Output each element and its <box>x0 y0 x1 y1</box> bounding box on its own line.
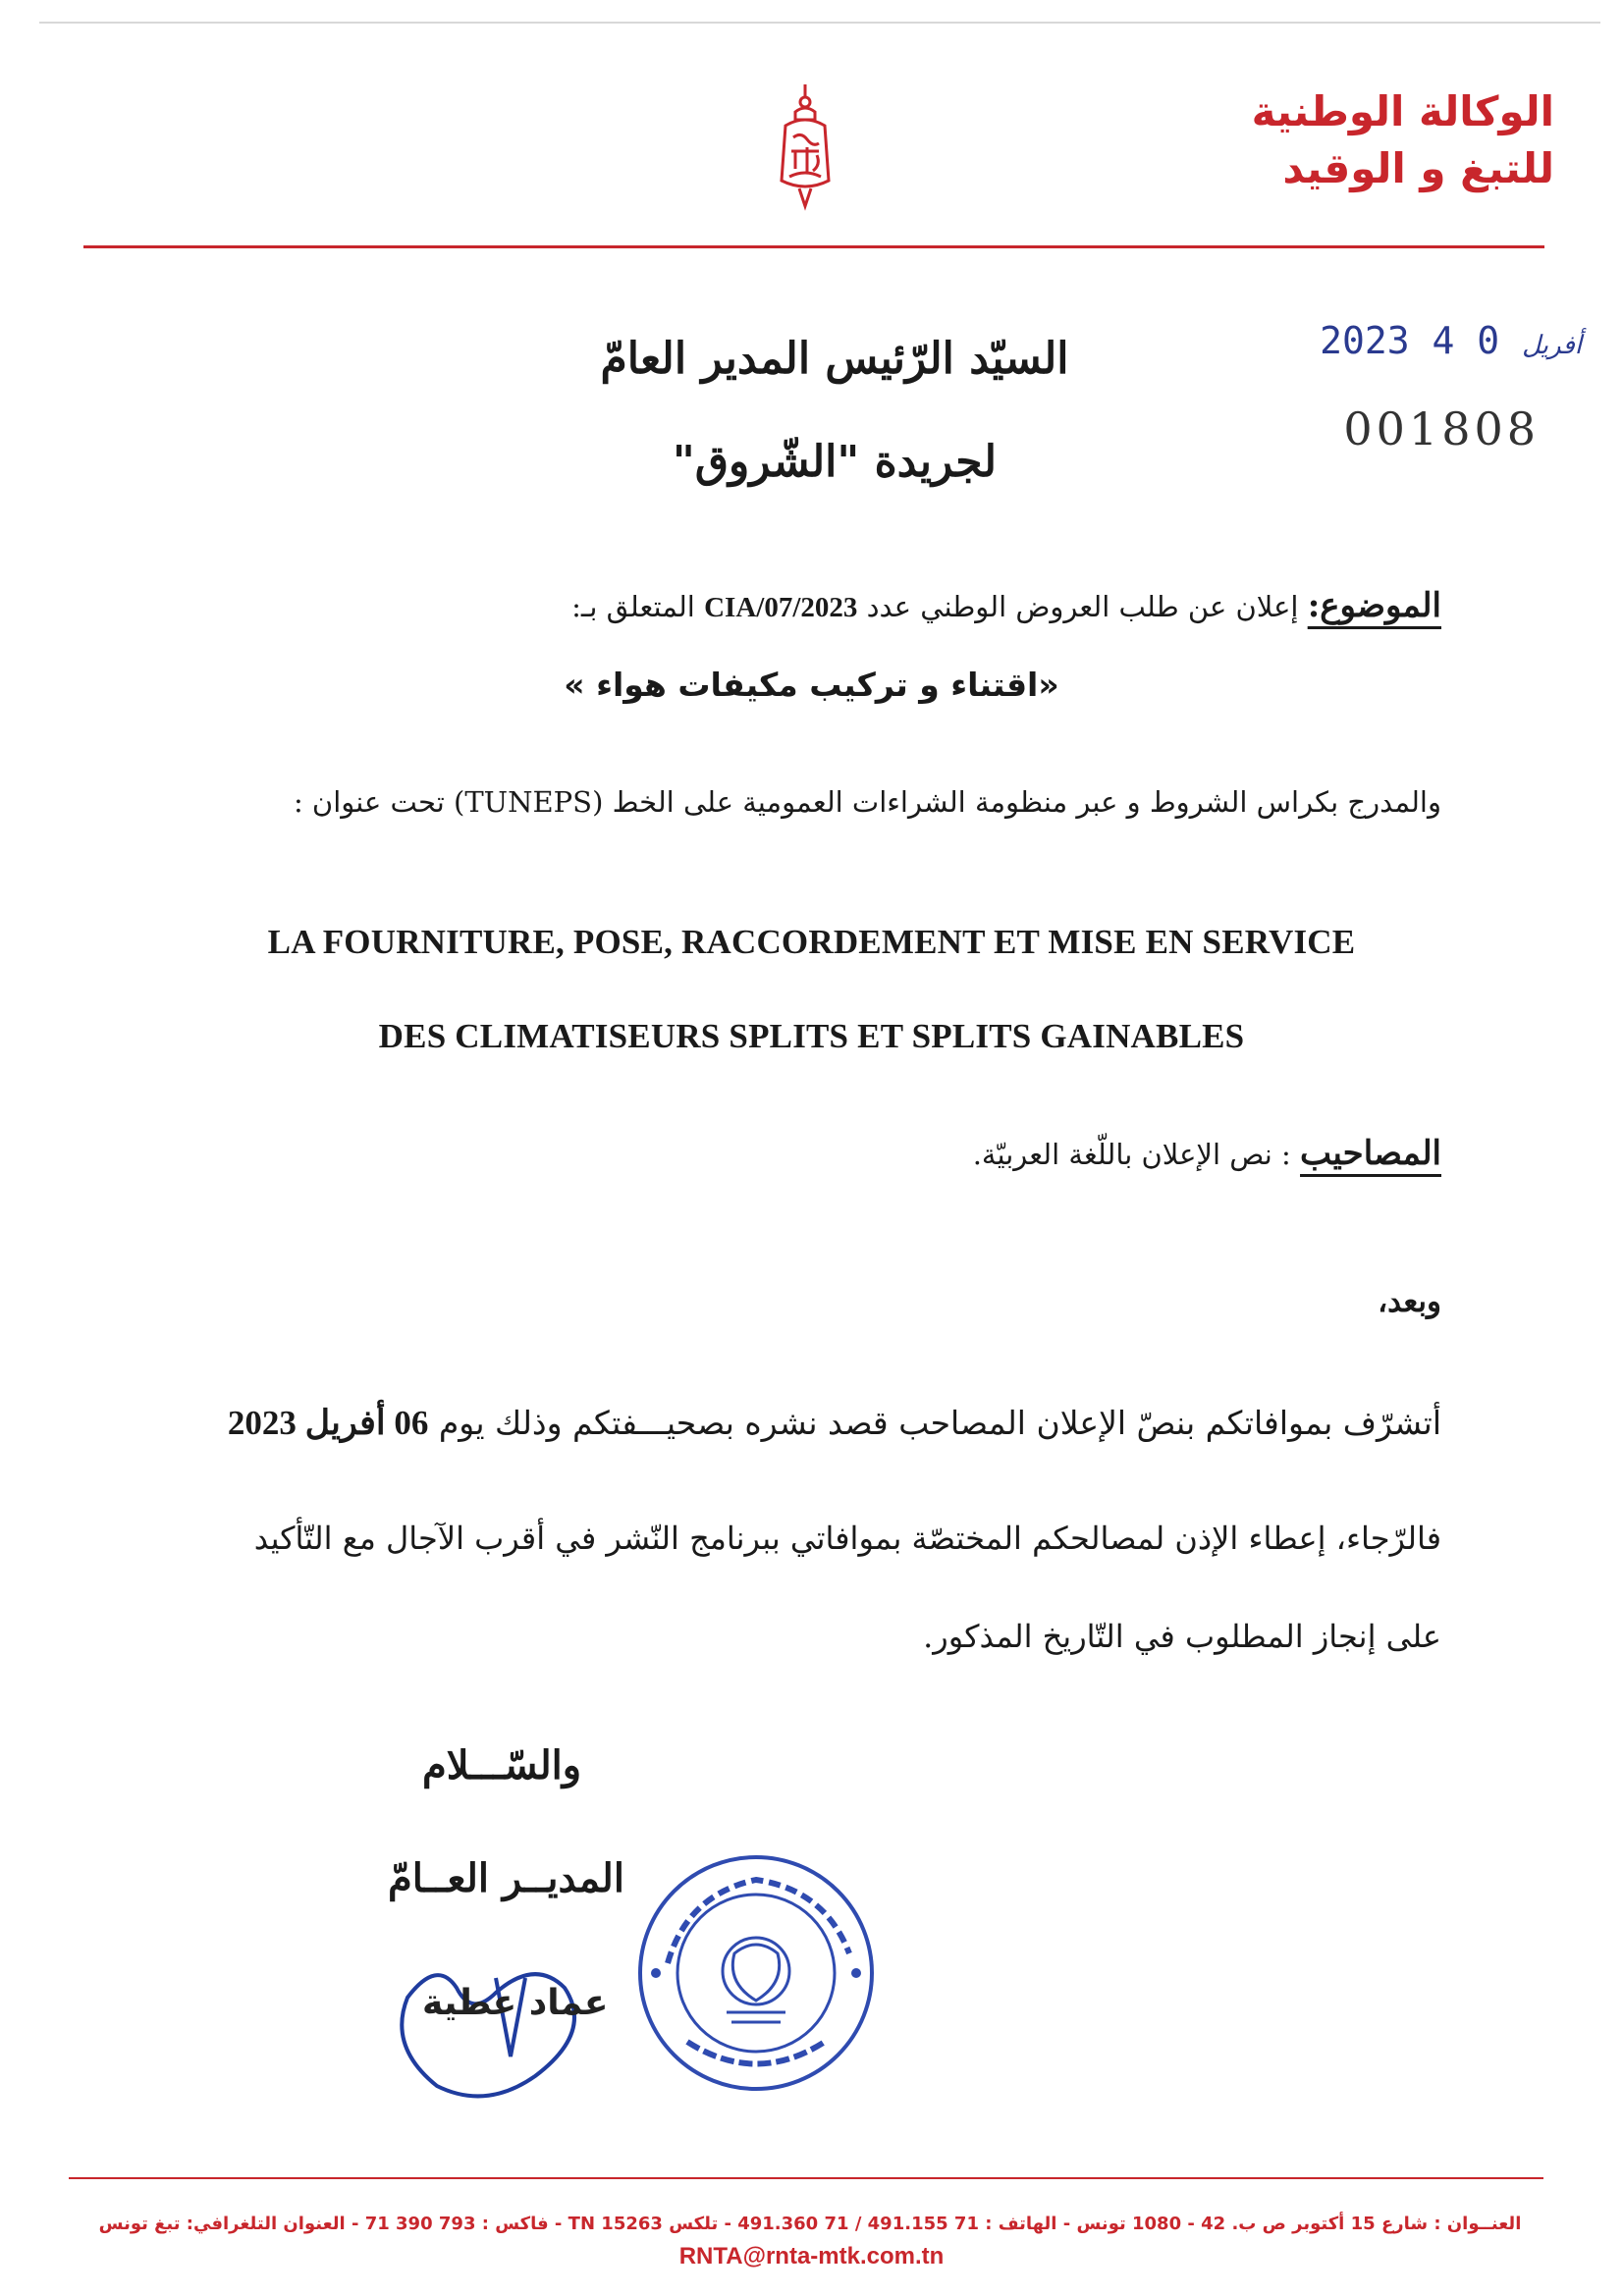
footer-email: RNTA@rnta-mtk.com.tn <box>678 2243 945 2269</box>
date-month: أفريل <box>1522 331 1582 360</box>
subject-title: «اقتناء و تركيب مكيفات هواء » <box>564 666 1059 704</box>
subject-label: الموضوع: <box>1307 586 1441 625</box>
director-general-title: المديــر العــامّ <box>388 1855 624 1901</box>
tuneps-line: والمدرج بكراس الشروط و عبر منظومة الشراءات العمومية على الخط (TUNEPS) تحت عنوان : <box>293 785 1441 819</box>
body-paragraph-2: فالرّجاء، إعطاء الإذن لمصالحكم المختصّة بموافاتي ببرنامج النّشر في أقرب الآجال مع التّأكيد <box>253 1520 1441 1557</box>
agency-name <box>1181 83 1554 197</box>
para1-date: 06 أفريل 2023 <box>227 1404 429 1442</box>
header-rule <box>83 245 1544 248</box>
para1-text: أتشرّف بموافاتكم بنصّ الإعلان المصاحب قصد نشره بصحيـــفتكم وذلك يوم <box>428 1404 1441 1442</box>
greeting: وبعد، <box>1378 1284 1441 1319</box>
top-scan-rule <box>39 22 1600 24</box>
footer-address: العنــوان : شارع 15 أكتوبر ص ب. 42 - 1080 تونس - الهاتف : 71 491.155 / 71 491.360 - تلكس 15263 TN - فاكس : 793 390 71 - العنوان التلغرافي: تبغ تونس <box>98 2214 1522 2234</box>
body-paragraph-1 <box>228 1404 1441 1443</box>
agency-name-line1: الوكالة الوطنية <box>1251 87 1554 135</box>
french-title-line1: LA FOURNITURE, POSE, RACCORDEMENT ET MISE EN SERVICE <box>267 923 1356 961</box>
signer-name: عماد عطية <box>422 1983 609 2023</box>
attachment-text: : نص الإعلان باللّغة العربيّة. <box>972 1138 1301 1171</box>
subject-code: 2023/CIA/07 <box>704 592 858 623</box>
date-day: 0 4 <box>1432 319 1500 362</box>
footer-rule <box>69 2177 1543 2179</box>
official-seal-icon <box>628 1845 884 2101</box>
date-stamp <box>1320 319 1582 362</box>
subject-text: إعلان عن طلب العروض الوطني عدد <box>857 590 1299 623</box>
attachment-label: المصاحيب <box>1300 1134 1441 1173</box>
closing-salutation: والسّـــلام <box>422 1742 582 1789</box>
agency-name-line2: للتبغ و الوقيد <box>1282 144 1554 192</box>
recipient-line1: السيّد الرّئيس المدير العامّ <box>600 334 1069 384</box>
date-year: 2023 <box>1320 319 1410 362</box>
subject-line <box>571 586 1441 625</box>
recipient-line2: لجريدة "الشّروق" <box>672 437 998 487</box>
subject-suffix: المتعلق بـ: <box>571 590 705 623</box>
attachment-line <box>973 1134 1441 1173</box>
french-title-line2: DES CLIMATISEURS SPLITS ET SPLITS GAINABLES <box>378 1017 1245 1055</box>
body-paragraph-3: على إنجاز المطلوب في التّاريخ المذكور. <box>923 1618 1441 1655</box>
rnta-logo-icon <box>756 79 854 216</box>
reference-number: 001808 <box>1343 402 1540 455</box>
